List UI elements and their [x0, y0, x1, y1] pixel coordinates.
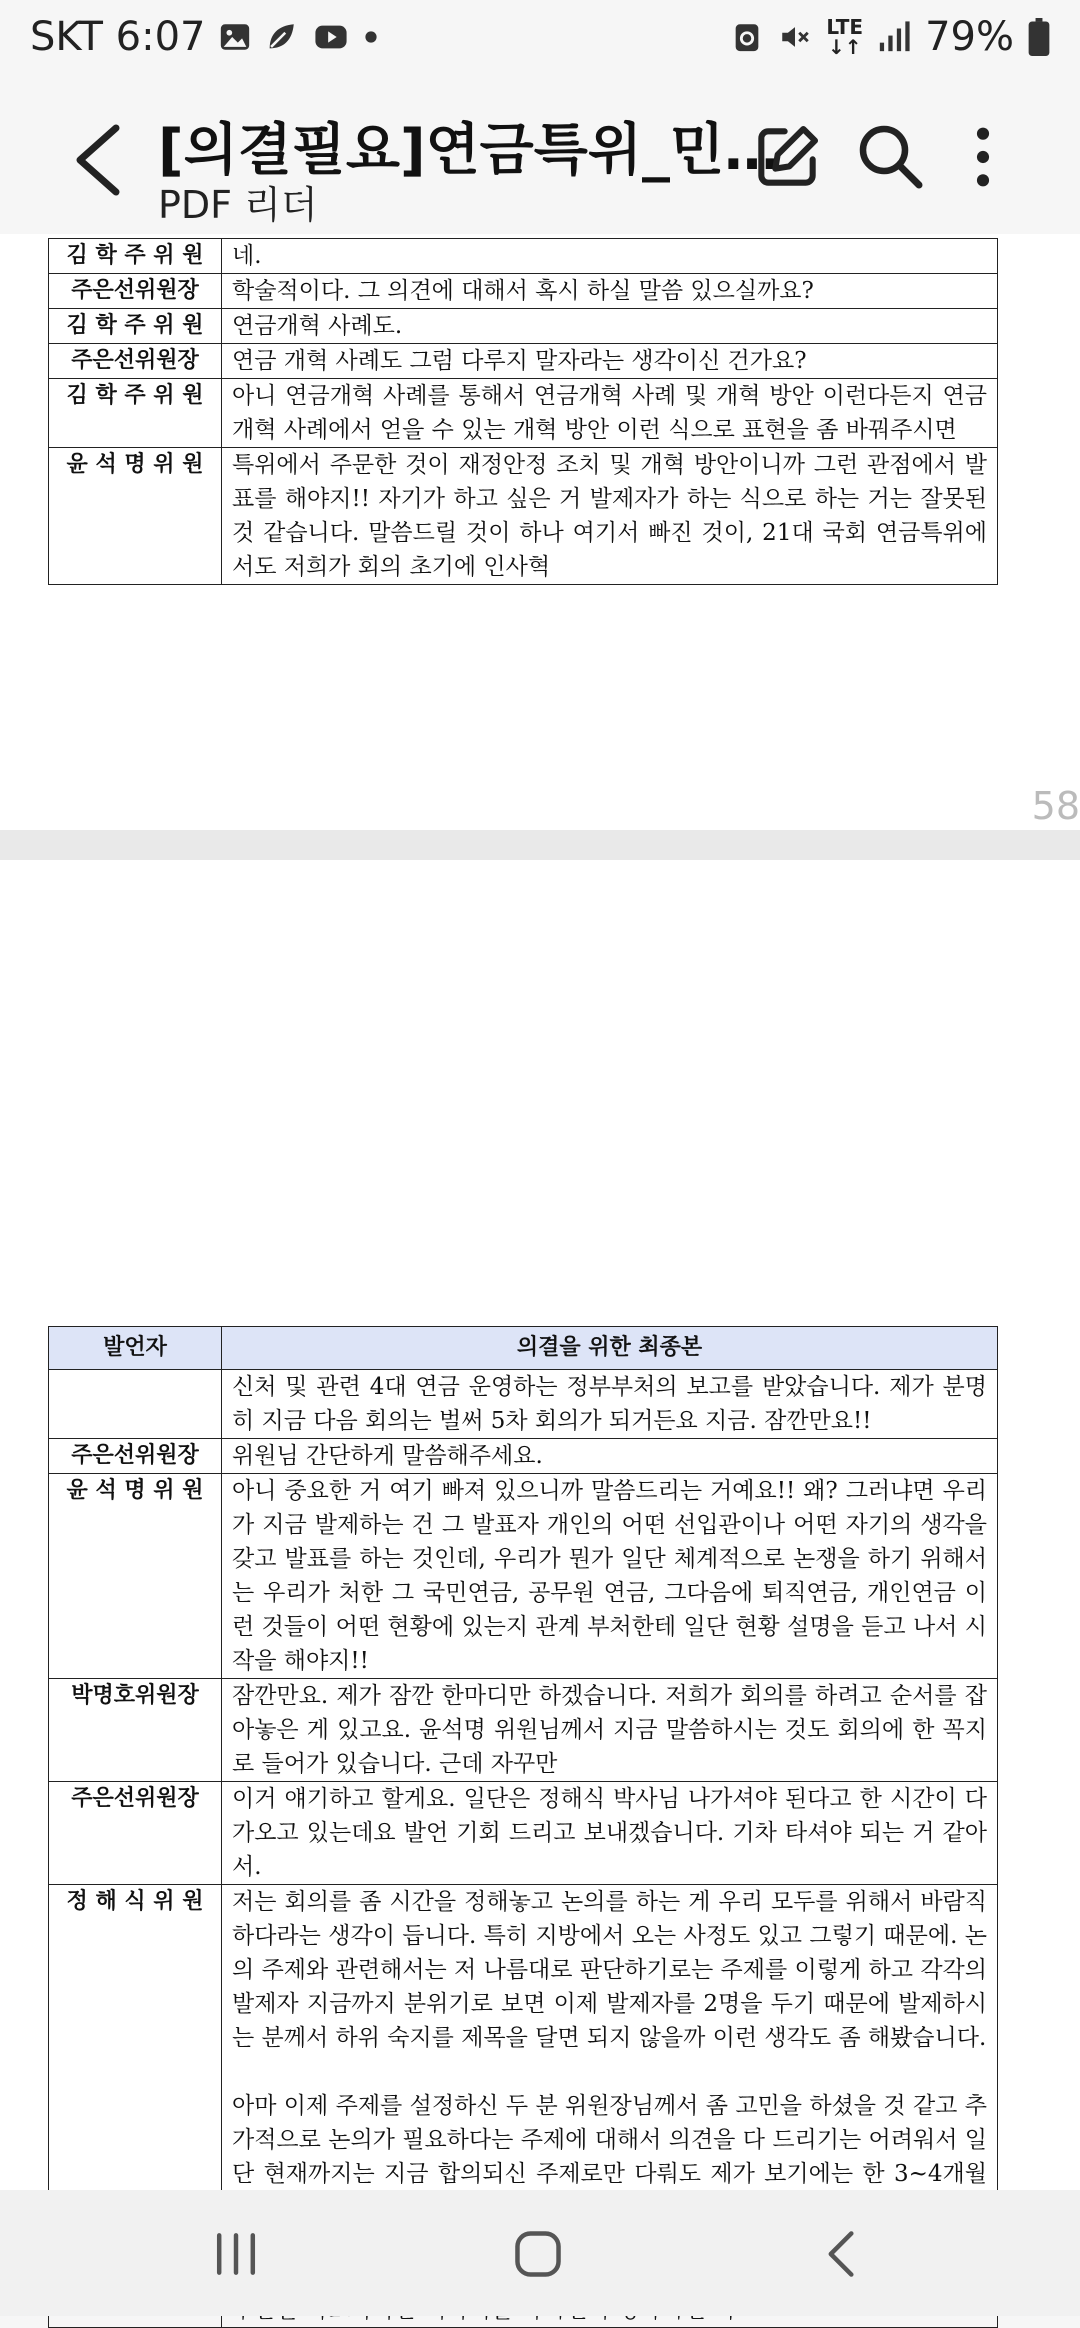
- search-icon[interactable]: [856, 122, 926, 192]
- minutes-table: [48, 238, 998, 585]
- status-left: [30, 14, 378, 60]
- carrier-time: SKT 6:07: [30, 14, 206, 60]
- mute-icon: [778, 20, 812, 54]
- page-number: 58: [1031, 784, 1080, 828]
- statement-cell: [222, 1679, 998, 1782]
- header-speaker: 발언자: [49, 1327, 222, 1370]
- statement-paragraph: 이거 얘기하고 할게요. 일단은 정해식 박사님 나가셔야 된다고 한 시간이 다가오고 있는데요 발언 기회 드리고 보내겠습니다. 기차 타셔야 되는 거 같아서.: [232, 1786, 987, 1880]
- pdf-page: [0, 234, 1080, 830]
- speaker-cell: 주은선위원장: [49, 1782, 222, 1885]
- statement-paragraph: 아마 이제 주제를 설정하신 두 분 위원장님께서 좀 고민을 하셨을 것 같고 추가적으로 논의가 필요하다는 주제에 대해서 의견을 다 드리기는 어려워서 일단 현재까지는 지금 합의되신 주제로만 다뤄도 제가 보기에는 한 3~4개월: [232, 2093, 987, 2187]
- recycle-icon: [730, 20, 764, 54]
- gallery-icon: [218, 20, 252, 54]
- statement-paragraph: 잠깐만요. 제가 잠깐 한마디만 하겠습니다. 저희가 회의를 하려고 순서를 잡아놓은 게 있고요. 윤석명 위원님께서 지금 말씀하시는 것도 회의에 한 꼭지로 들어가 있습니다. 근데 자꾸만: [232, 1683, 987, 1777]
- statement-cell: 아니 연금개혁 사례를 통해서 연금개혁 사례 및 개혁 방안 이런다든지 연금개혁 사례에서 얻을 수 있는 개혁 방안 이런 식으로 표현을 좀 바꿔주시면: [222, 379, 998, 448]
- navigation-bar: [0, 2190, 1080, 2316]
- pdf-page: [0, 860, 1080, 2260]
- dot-icon: [364, 30, 378, 44]
- edit-icon[interactable]: [752, 122, 822, 192]
- statement-paragraph: 저는 회의를 좀 시간을 정해놓고 논의를 하는 게 우리 모두를 위해서 바람직하다라는 생각이 듭니다. 특히 지방에서 오는 사정도 있고 그렇기 때문에. 논의 주제와 관련해서는 저 나름대로 판단하기로는 주제를 이렇게 하고 각각의 발제자 지금까지 분위기로 보면 이제 발제자를 2명을 두기 때문에 발제하시는 분께서 하위 숙지를 제목을 달면 되지 않을까 이런 생각도 좀 해봤습니다.: [232, 1889, 987, 2051]
- signal-icon: [877, 20, 911, 54]
- table-row: [49, 1679, 998, 1782]
- home-icon[interactable]: [508, 2226, 568, 2282]
- speaker-cell: 김 학 주 위 원: [49, 309, 222, 344]
- statement-cell: [222, 1370, 998, 1439]
- status-bar: [0, 0, 1080, 84]
- status-right: [730, 14, 1050, 60]
- table-row: [49, 274, 998, 309]
- speaker-cell: 주은선위원장: [49, 344, 222, 379]
- battery-icon: [1028, 18, 1050, 56]
- table-row: [49, 309, 998, 344]
- header-text: 의결을 위한 최종본: [222, 1327, 998, 1370]
- statement-cell: 연금 개혁 사례도 그럼 다루지 말자라는 생각이신 건가요?: [222, 344, 998, 379]
- speaker-cell: 주은선위원장: [49, 274, 222, 309]
- table-row: [49, 1474, 998, 1679]
- speaker-cell: 박명호위원장: [49, 1679, 222, 1782]
- minutes-table: [48, 1326, 998, 2328]
- app-bar: [0, 84, 1080, 234]
- speaker-cell: 윤 석 명 위 원: [49, 448, 222, 585]
- statement-cell: [222, 1439, 998, 1474]
- statement-cell: 연금개혁 사례도.: [222, 309, 998, 344]
- app-subtitle: PDF 리더: [158, 183, 318, 227]
- statement-cell: 네.: [222, 239, 998, 274]
- document-title: [의결필요]연금특위_민…: [158, 118, 781, 183]
- speaker-cell: 윤 석 명 위 원: [49, 1474, 222, 1679]
- network-label: LTE: [826, 15, 864, 39]
- statement-cell: 학술적이다. 그 의견에 대해서 혹시 하실 말씀 있으실까요?: [222, 274, 998, 309]
- speaker-cell: [49, 1370, 222, 1439]
- speaker-cell: 김 학 주 위 원: [49, 379, 222, 448]
- speaker-cell: 주은선위원장: [49, 1439, 222, 1474]
- back-nav-icon[interactable]: [812, 2226, 872, 2282]
- back-arrow-icon[interactable]: [68, 120, 128, 200]
- battery-percent: 79%: [925, 14, 1014, 60]
- youtube-icon: [310, 20, 352, 54]
- table-row: [49, 1782, 998, 1885]
- speaker-cell: 김 학 주 위 원: [49, 239, 222, 274]
- statement-paragraph: 아니 중요한 거 여기 빠져 있으니까 말씀드리는 거예요!! 왜? 그러냐면 우리가 지금 발제하는 건 그 발표자 개인의 어떤 선입관이나 어떤 자기의 생각을 갖고 발표를 하는 것인데, 우리가 뭔가 일단 체계적으로 논쟁을 하기 위해서는 우리가 처한 그 국민연금, 공무원 연금, 그다음에 퇴직연금, 개인연금 이런 것들이 어떤 현황에 있는지 관계 부처한테 일단 현황 설명을 듣고 나서 시작을 해야지!!: [232, 1478, 987, 1674]
- paragraph-gap: [232, 2055, 987, 2089]
- table-row: [49, 344, 998, 379]
- statement-cell: 특위에서 주문한 것이 재정안정 조치 및 개혁 방안이니까 그런 관점에서 발표를 해야지!! 자기가 하고 싶은 거 발제자가 하는 식으로 하는 거는 잘못된 것 같습니다. 말씀드릴 것이 하나 여기서 빠진 것이, 21대 국회 연금특위에서도 저희가 회의 초기에 인사혁: [222, 448, 998, 585]
- lte-icon: LTE ↓↑: [826, 15, 864, 59]
- statement-cell: [222, 1474, 998, 1679]
- recent-apps-icon[interactable]: [206, 2226, 266, 2282]
- table-row: [49, 448, 998, 585]
- table-header-row: [49, 1327, 998, 1370]
- statement-paragraph: 신처 및 관련 4대 연금 운영하는 정부부처의 보고를 받았습니다. 제가 분명히 지금 다음 회의는 벌써 5차 회의가 되거든요 지금. 잠깐만요!!: [232, 1374, 987, 1434]
- statement-cell: [222, 1782, 998, 1885]
- table-row: [49, 239, 998, 274]
- table-row: [49, 1439, 998, 1474]
- leaf-icon: [264, 20, 298, 54]
- more-options-icon[interactable]: [948, 122, 1018, 192]
- pdf-viewer[interactable]: [0, 234, 1080, 2190]
- speaker-cell: 정 해 식 위 원: [49, 1885, 222, 2328]
- table-row: [49, 1370, 998, 1439]
- statement-paragraph: 위원님 간단하게 말씀해주세요.: [232, 1443, 543, 1469]
- table-row: [49, 379, 998, 448]
